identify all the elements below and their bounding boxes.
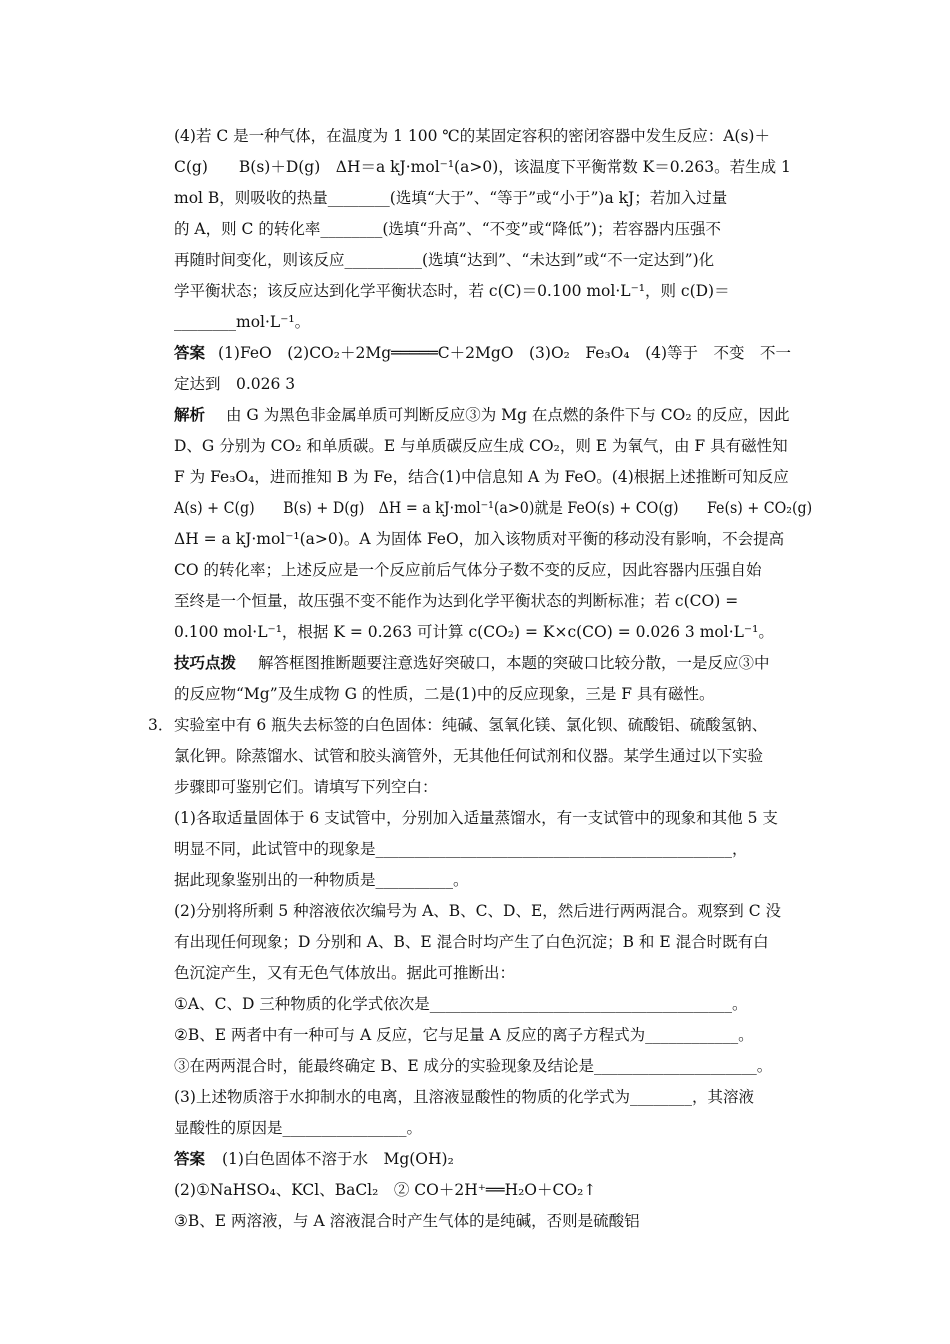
text-line: 至终是一个恒量，故压强不变不能作为达到化学平衡状态的判断标准；若 c(CO) = [174, 592, 739, 610]
text-line: 的 A，则 C 的转化率________(选填“升高”、“不变”或“降低”)；若容器内压强不 [174, 220, 721, 238]
text-line: 据此现象鉴别出的一种物质是__________。 [174, 871, 469, 889]
text-line: ________mol·L⁻¹。 [174, 313, 311, 331]
text-line: (1)各取适量固体于 6 支试管中，分别加入适量蒸馏水，有一支试管中的现象和其他 5 支 [174, 809, 778, 827]
text-line: mol B，则吸收的热量________(选填“大于”、“等于”或“小于”)a kJ；若加入过量 [174, 189, 728, 207]
tip-label: 技巧点拨 [174, 654, 237, 672]
text-line: (2)分别将所剩 5 种溶液依次编号为 A、B、C、D、E，然后进行两两混合。观察到 C 没 [174, 902, 781, 920]
text-line: 有出现任何现象；D 分别和 A、B、E 混合时均产生了白色沉淀；B 和 E 混合时既有白 [174, 933, 769, 951]
text-line: 氯化钾。除蒸馏水、试管和胶头滴管外，无其他任何试剂和仪器。某学生通过以下实验 [174, 747, 764, 765]
text-line: 由 G 为黑色非金属单质可判断反应③为 Mg 在点燃的条件下与 CO₂ 的反应，因此 [226, 406, 790, 424]
text-line: (2)①NaHSO₄、KCl、BaCl₂ ② CO＋2H⁺══H₂O＋CO₂↑ [174, 1181, 597, 1199]
text-line: 定达到 0.026 3 [174, 375, 296, 393]
text-line: ΔH = a kJ·mol⁻¹(a>0)。A 为固体 FeO，加入该物质对平衡的移动没有影响，不会提高 [174, 530, 785, 548]
text-line: 学平衡状态；该反应达到化学平衡状态时，若 c(C)＝0.100 mol·L⁻¹，则 c(D)＝ [174, 282, 730, 300]
text-line: 解答框图推断题要注意选好突破口，本题的突破口比较分散，一是反应③中 [258, 654, 770, 672]
text-line: F 为 Fe₃O₄，进而推知 B 为 Fe，结合(1)中信息知 A 为 FeO。(4)根据上述推断可知反应 [174, 468, 789, 486]
analysis-label: 解析 [174, 406, 206, 424]
text-line: (4)若 C 是一种气体，在温度为 1 100 ℃的某固定容积的密闭容器中发生反应：A(s)＋ [174, 127, 770, 145]
text-line: ①A、C、D 三种物质的化学式依次是_______________________________________。 [174, 995, 748, 1013]
text-line: ③B、E 两溶液，与 A 溶液混合时产生气体的是纯碱，否则是硫酸铝 [174, 1212, 640, 1230]
text-line: (3)上述物质溶于水抑制水的电离，且溶液显酸性的物质的化学式为________，其溶液 [174, 1088, 754, 1106]
text-line: D、G 分别为 CO₂ 和单质碳。E 与单质碳反应生成 CO₂，则 E 为氧气，由 F 具有磁性知 [174, 437, 788, 455]
text-line: 实验室中有 6 瓶失去标签的白色固体：纯碱、氢氧化镁、氯化钡、硫酸铝、硫酸氢钠、 [174, 716, 768, 734]
text-line: 步骤即可鉴别它们。请填写下列空白： [174, 778, 438, 796]
text-line: ②B、E 两者中有一种可与 A 反应，它与足量 A 反应的离子方程式为____________。 [174, 1026, 754, 1044]
text-line: 0.100 mol·L⁻¹，根据 K = 0.263 可计算 c(CO₂) = K×c(CO) = 0.026 3 mol·L⁻¹。 [174, 623, 774, 641]
text-line: C(g) B(s)＋D(g) ΔH＝a kJ·mol⁻¹(a>0)，该温度下平衡常数 K＝0.263。若生成 1 [174, 158, 791, 176]
text-line: 明显不同，此试管中的现象是______________________________________________， [174, 840, 748, 858]
question-number: 3． [148, 716, 174, 734]
text-line: 色沉淀产生，又有无色气体放出。据此可推断出： [174, 964, 516, 982]
text-line: A(s) + C(g) B(s) + D(g) ΔH = a kJ·mol⁻¹(a>0)就是 FeO(s) + CO(g) Fe(s) + CO₂(g) [174, 499, 813, 517]
text-line: (1)FeO (2)CO₂＋2Mg═════C＋2MgO (3)O₂ Fe₃O₄ (4)等于 不变 不一 [218, 344, 792, 362]
text-line: 再随时间变化，则该反应__________(选填“达到”、“未达到”或“不一定达到”)化 [174, 251, 715, 269]
text-line: ③在两两混合时，能最终确定 B、E 成分的实验现象及结论是_____________________。 [174, 1057, 773, 1075]
text-line: (1)白色固体不溶于水 Mg(OH)₂ [222, 1150, 454, 1168]
text-line: CO 的转化率；上述反应是一个反应前后气体分子数不变的反应，因此容器内压强自始 [174, 561, 762, 579]
text-line: 的反应物“Mg”及生成物 G 的性质，二是(1)中的反应现象，三是 F 具有磁性。 [174, 685, 715, 703]
answer-label: 答案 [174, 1150, 206, 1168]
answer-label: 答案 [174, 344, 206, 362]
text-line: 显酸性的原因是________________。 [174, 1119, 423, 1137]
